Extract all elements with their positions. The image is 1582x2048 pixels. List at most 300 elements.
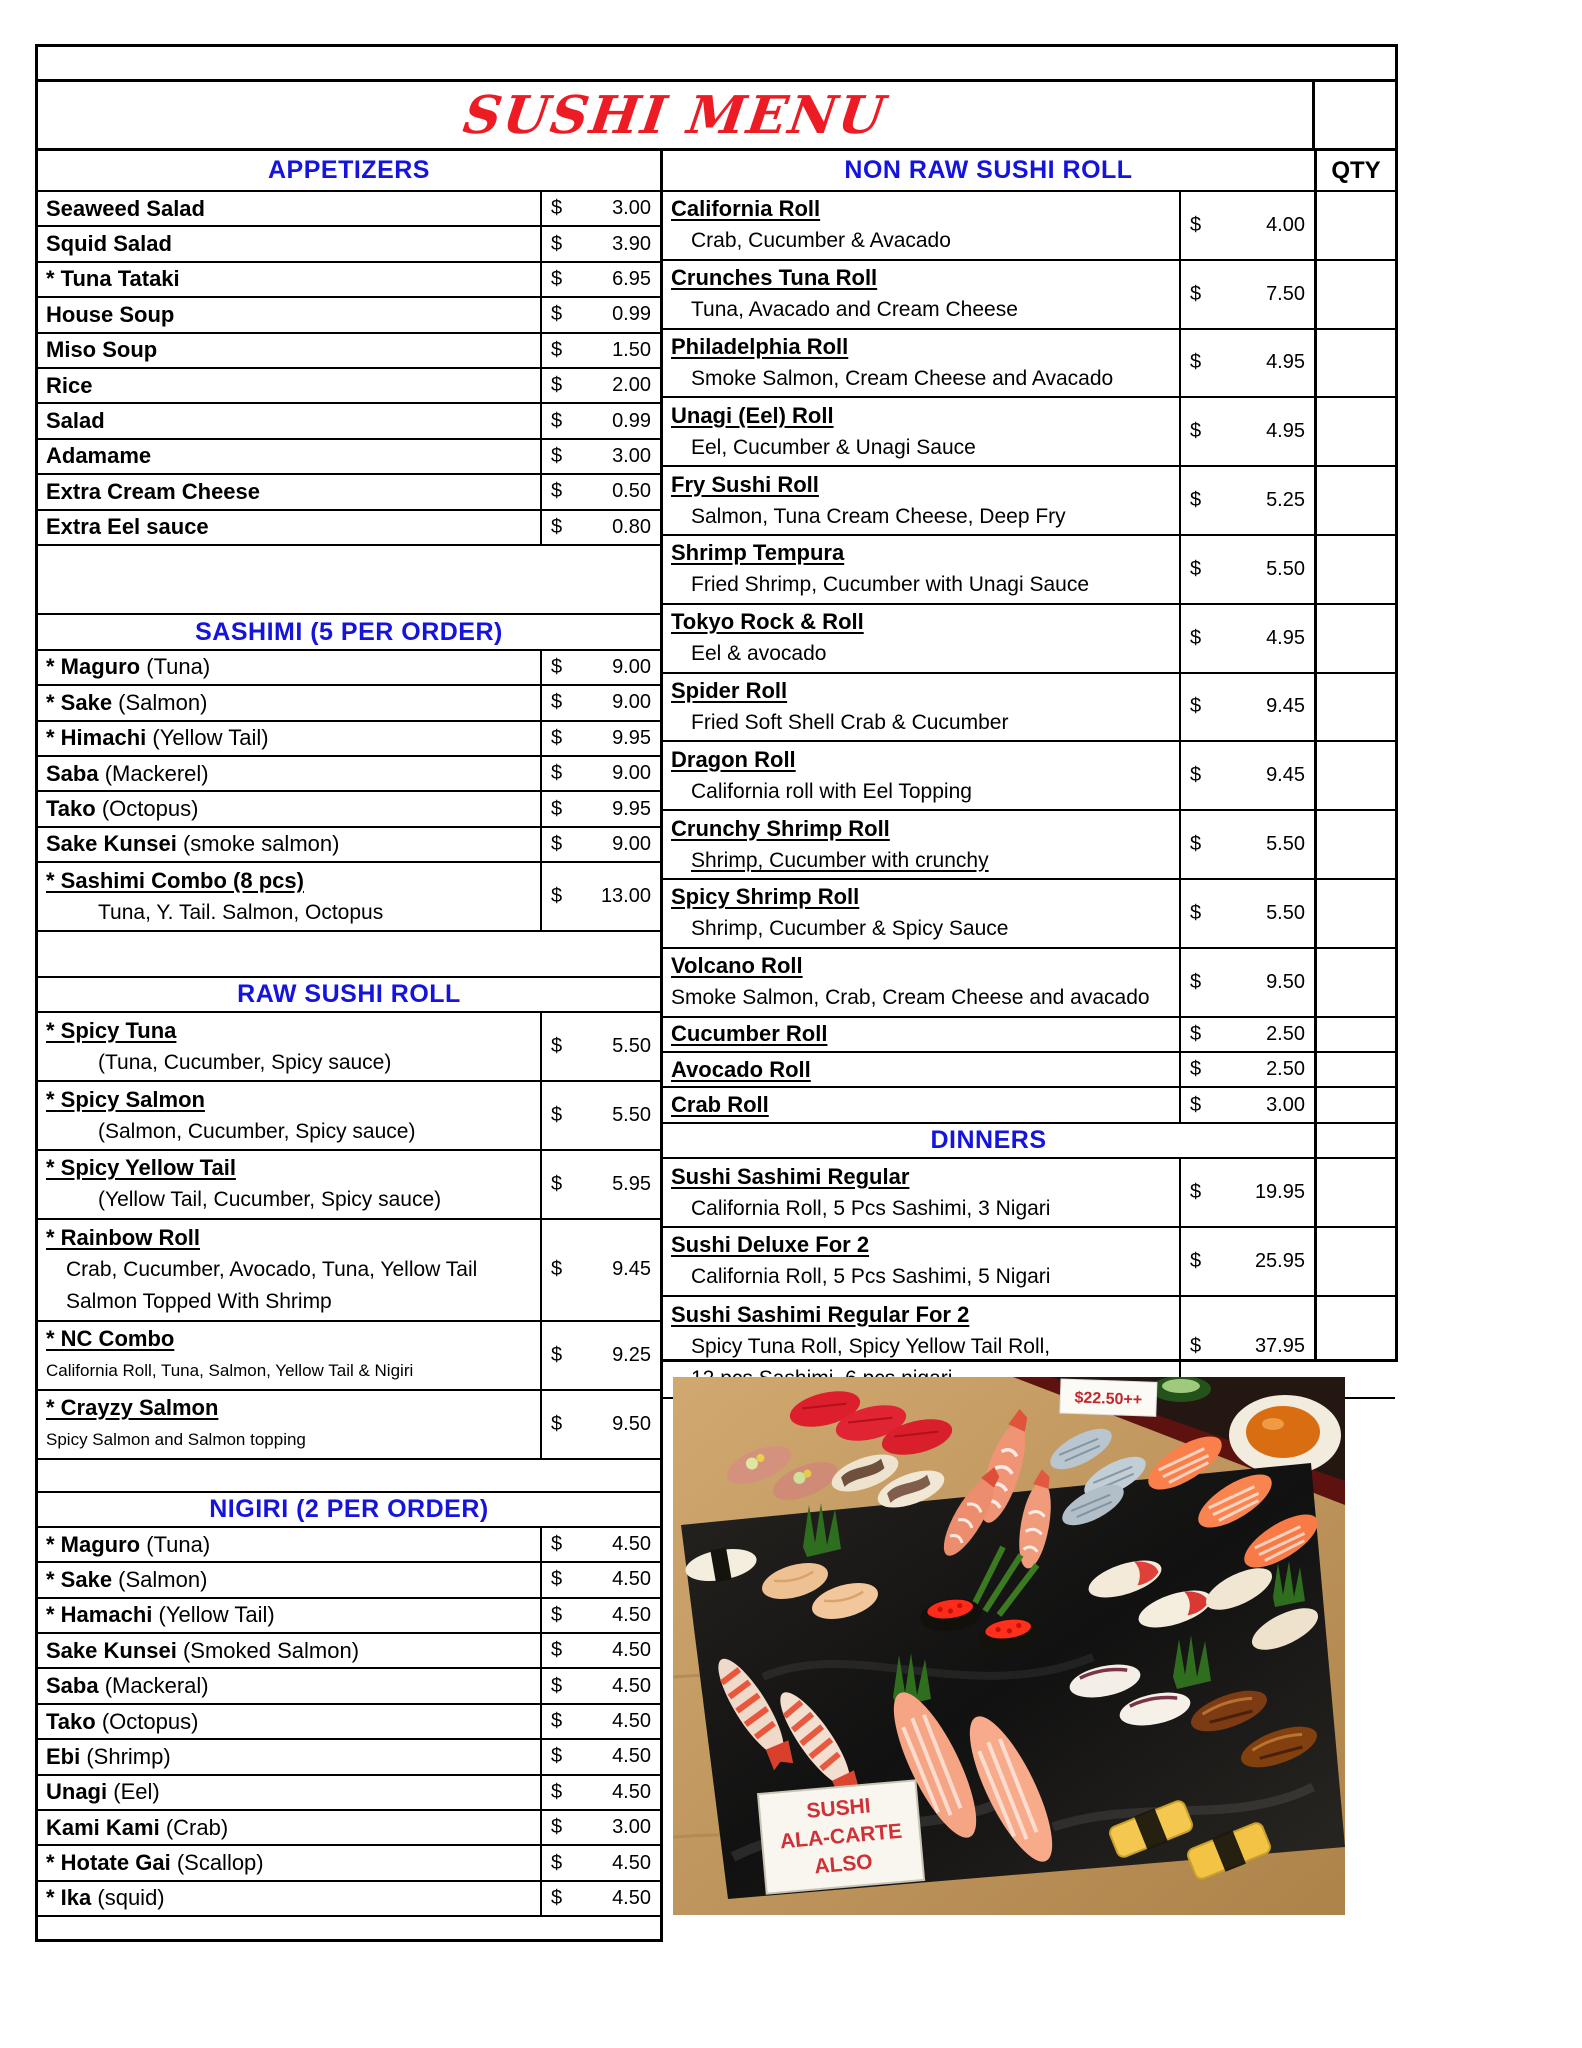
dollar-sign: $ — [551, 409, 563, 432]
item-name: * Sashimi Combo (8 pcs) — [46, 867, 304, 893]
item-name: Adamame — [46, 443, 152, 469]
qty-cell — [1317, 880, 1395, 949]
dollar-sign: $ — [551, 797, 563, 820]
menu-item-row — [38, 1013, 660, 1082]
item-name: Philadelphia Roll — [671, 333, 849, 359]
empty-row — [38, 932, 660, 978]
section-header: NIGIRI (2 PER ORDER) — [38, 1493, 660, 1528]
item-name: Unagi (Eel) Roll — [671, 402, 834, 428]
item-price — [540, 1599, 660, 1632]
item-name-line — [46, 1084, 540, 1116]
item-name: Tokyo Rock & Roll — [671, 609, 864, 635]
item-name: Sushi Deluxe For 2 — [671, 1232, 870, 1258]
price-value: 4.95 — [1266, 420, 1305, 443]
item-name-line — [46, 865, 540, 897]
dollar-sign: $ — [551, 1710, 563, 1733]
menu-item-row — [663, 742, 1314, 811]
item-text — [38, 828, 540, 861]
item-price — [1179, 674, 1314, 741]
dollar-sign: $ — [1190, 764, 1202, 787]
left-menu-column — [35, 148, 663, 1942]
item-name-line — [46, 828, 540, 860]
dollar-sign: $ — [551, 832, 563, 855]
menu-item-row — [663, 398, 1314, 467]
item-name: Extra Cream Cheese — [46, 478, 261, 504]
item-description: Smoke Salmon, Cream Cheese and Avacado — [691, 366, 1114, 390]
item-name-line — [46, 1323, 540, 1355]
item-price — [540, 651, 660, 684]
item-name: Kami Kami — [46, 1814, 160, 1840]
item-name-detail: (Salmon) — [112, 1566, 208, 1592]
item-name-line — [671, 950, 1179, 982]
item-name-line — [671, 1229, 1179, 1261]
item-name: * Rainbow Roll — [46, 1224, 200, 1250]
dollar-sign: $ — [551, 1780, 563, 1803]
item-name-line — [671, 1161, 1179, 1193]
menu-item-row — [38, 1563, 660, 1598]
dollar-sign: $ — [551, 338, 563, 361]
item-text — [38, 686, 540, 719]
item-name: Extra Eel sauce — [46, 514, 209, 540]
item-price — [540, 1882, 660, 1915]
item-description: Shrimp, Cucumber & Spicy Sauce — [691, 917, 1009, 941]
section-header: RAW SUSHI ROLL — [38, 978, 660, 1013]
menu-item-row — [38, 1322, 660, 1391]
item-name-line — [46, 1882, 540, 1914]
price-value: 0.80 — [612, 515, 651, 538]
item-name-line — [46, 263, 540, 295]
price-value: 13.00 — [600, 885, 651, 908]
dollar-sign: $ — [551, 1886, 563, 1909]
item-description: (Tuna, Cucumber, Spicy sauce) — [98, 1050, 392, 1074]
item-name: Dragon Roll — [671, 746, 796, 772]
item-price — [540, 1705, 660, 1738]
item-price — [540, 1151, 660, 1218]
menu-item-row — [38, 192, 660, 227]
item-price — [540, 369, 660, 402]
qty-cell — [1317, 605, 1395, 674]
item-text — [38, 227, 540, 260]
item-text — [663, 536, 1179, 603]
top-border-band — [35, 44, 1398, 82]
price-value: 3.90 — [612, 232, 651, 255]
dollar-sign: $ — [1190, 489, 1202, 512]
item-text — [663, 674, 1179, 741]
item-price — [540, 263, 660, 296]
dollar-sign: $ — [1190, 1058, 1202, 1081]
item-price — [1179, 949, 1314, 1016]
menu-item-row — [38, 1391, 660, 1460]
item-name-line — [46, 1635, 540, 1667]
item-name-line — [671, 881, 1179, 913]
dollar-sign: $ — [1190, 1249, 1202, 1272]
item-name: Saba — [46, 760, 99, 786]
item-name-detail: (Octopus) — [95, 796, 199, 822]
menu-item-row — [38, 863, 660, 932]
menu-item-row — [38, 511, 660, 546]
item-name-detail: (Salmon) — [112, 689, 208, 715]
item-name-line — [46, 1152, 540, 1184]
qty-cell — [1317, 330, 1395, 399]
item-name-line — [46, 1812, 540, 1844]
dollar-sign: $ — [551, 1639, 563, 1662]
qty-cell — [1317, 674, 1395, 743]
menu-item-row — [38, 1882, 660, 1917]
empty-row — [38, 1460, 660, 1493]
menu-item-row — [38, 1220, 660, 1322]
item-price — [540, 686, 660, 719]
dollar-sign: $ — [1190, 213, 1202, 236]
item-description: Crab, Cucumber, Avocado, Tuna, Yellow Tail — [66, 1257, 478, 1281]
item-name-line — [46, 193, 540, 225]
price-value: 9.95 — [612, 797, 651, 820]
price-value: 0.50 — [612, 480, 651, 503]
price-value: 4.50 — [612, 1745, 651, 1768]
dollar-sign: $ — [551, 1533, 563, 1556]
item-name-line — [671, 1299, 1179, 1331]
item-text — [663, 1053, 1179, 1086]
item-name-detail: (Tuna) — [140, 654, 211, 680]
item-text — [38, 263, 540, 296]
item-description: Tuna, Y. Tail. Salmon, Octopus — [98, 900, 384, 924]
price-value: 9.00 — [612, 762, 651, 785]
item-text — [38, 1669, 540, 1702]
item-name-line — [46, 1529, 540, 1561]
sign-line-3: ALSO — [813, 1850, 874, 1879]
price-value: 0.99 — [612, 303, 651, 326]
menu-item-row — [38, 651, 660, 686]
item-price — [540, 1220, 660, 1320]
price-value: 4.50 — [612, 1710, 651, 1733]
item-name-line — [46, 1564, 540, 1596]
item-name-detail: (Smoked Salmon) — [176, 1637, 360, 1663]
price-value: 4.50 — [612, 1780, 651, 1803]
menu-item-row — [38, 686, 660, 721]
item-name: House Soup — [46, 301, 175, 327]
item-name: * Tuna Tataki — [46, 266, 180, 292]
qty-cell — [1317, 742, 1395, 811]
item-name-line — [46, 1776, 540, 1808]
item-description: Eel, Cucumber & Unagi Sauce — [691, 435, 976, 459]
dollar-sign: $ — [551, 1172, 563, 1195]
item-name-line — [46, 1847, 540, 1879]
qty-column — [1317, 148, 1398, 1362]
item-price — [540, 1322, 660, 1389]
dollar-sign: $ — [1190, 420, 1202, 443]
item-description: Fried Shrimp, Cucumber with Unagi Sauce — [691, 573, 1089, 597]
sign-line-1: SUSHI — [805, 1794, 872, 1823]
item-price — [1179, 742, 1314, 809]
price-value: 0.99 — [612, 409, 651, 432]
empty-bottom-cell — [38, 1917, 660, 1939]
item-text — [663, 949, 1179, 1016]
dollar-sign: $ — [1190, 351, 1202, 374]
price-value: 4.50 — [612, 1886, 651, 1909]
item-price — [1179, 330, 1314, 397]
item-description: Salmon, Tuna Cream Cheese, Deep Fry — [691, 504, 1066, 528]
section-header: NON RAW SUSHI ROLL — [663, 151, 1314, 192]
item-name: Fry Sushi Roll — [671, 471, 819, 497]
item-name: Tako — [46, 796, 96, 822]
dollar-sign: $ — [551, 762, 563, 785]
menu-item-row — [38, 298, 660, 333]
item-price — [540, 475, 660, 508]
empty-row — [38, 546, 660, 616]
item-name: Crab Roll — [671, 1092, 769, 1118]
item-text — [38, 1882, 540, 1915]
menu-item-row — [38, 1151, 660, 1220]
item-name: Avocado Roll — [671, 1056, 811, 1082]
item-text — [38, 192, 540, 225]
price-value: 9.00 — [612, 655, 651, 678]
menu-item-row — [38, 1776, 660, 1811]
item-name: Cucumber Roll — [671, 1021, 828, 1047]
item-name: * NC Combo — [46, 1326, 175, 1352]
menu-item-row — [38, 1634, 660, 1669]
item-text — [38, 1322, 540, 1389]
item-name: Rice — [46, 372, 93, 398]
item-text — [38, 1705, 540, 1738]
item-price — [540, 792, 660, 825]
item-description: (Salmon, Cucumber, Spicy sauce) — [98, 1119, 416, 1143]
price-value: 7.50 — [1266, 282, 1305, 305]
qty-cell — [1317, 467, 1395, 536]
dollar-sign: $ — [551, 1258, 563, 1281]
price-value: 5.50 — [612, 1104, 651, 1127]
qty-cell — [1317, 1124, 1395, 1159]
item-name-line — [46, 758, 540, 790]
menu-item-row — [663, 1053, 1314, 1088]
item-name-line — [671, 675, 1179, 707]
item-name-line — [46, 1392, 540, 1424]
item-text — [38, 475, 540, 508]
item-description: Eel & avocado — [691, 642, 827, 666]
dollar-sign: $ — [551, 691, 563, 714]
item-name-detail: (Scallop) — [170, 1850, 264, 1876]
item-price — [540, 440, 660, 473]
item-name-line — [46, 440, 540, 472]
dollar-sign: $ — [551, 1816, 563, 1839]
qty-cell — [1317, 261, 1395, 330]
item-name: * Maguro — [46, 654, 141, 680]
item-name: Miso Soup — [46, 337, 158, 363]
menu-item-row — [38, 334, 660, 369]
item-price — [540, 1776, 660, 1809]
dollar-sign: $ — [551, 655, 563, 678]
item-name-line — [671, 1054, 1179, 1086]
dollar-sign: $ — [1190, 1022, 1202, 1045]
menu-item-row — [663, 261, 1314, 330]
item-name: Unagi — [46, 1779, 108, 1805]
item-name-line — [46, 1741, 540, 1773]
item-name-detail: (Yellow Tail) — [146, 725, 269, 751]
item-name: * Hotate Gai — [46, 1850, 171, 1876]
item-text — [38, 863, 540, 930]
item-price — [1179, 536, 1314, 603]
menu-item-row — [38, 475, 660, 510]
qty-cell — [1317, 1088, 1395, 1123]
price-value: 3.00 — [1266, 1093, 1305, 1116]
item-text — [38, 1740, 540, 1773]
item-description: Spicy Salmon and Salmon topping — [46, 1430, 306, 1450]
item-name-line — [46, 687, 540, 719]
ala-carte-sign — [758, 1780, 924, 1893]
item-text — [38, 1220, 540, 1320]
item-price — [1179, 880, 1314, 947]
item-name-detail: (Shrimp) — [80, 1743, 171, 1769]
item-text — [663, 330, 1179, 397]
item-text — [38, 1846, 540, 1879]
item-text — [38, 1599, 540, 1632]
item-text — [38, 1811, 540, 1844]
price-value: 5.50 — [612, 1035, 651, 1058]
item-price — [540, 404, 660, 437]
item-description: California Roll, 5 Pcs Sashimi, 3 Nigari — [691, 1196, 1051, 1220]
menu-item-row — [38, 722, 660, 757]
dollar-sign: $ — [551, 374, 563, 397]
price-value: 4.95 — [1266, 351, 1305, 374]
item-text — [38, 722, 540, 755]
price-value: 9.00 — [612, 832, 651, 855]
menu-item-row — [38, 1740, 660, 1775]
item-price — [1179, 467, 1314, 534]
item-description: Shrimp, Cucumber with crunchy — [691, 848, 989, 872]
item-name: Salad — [46, 408, 105, 434]
menu-item-row — [38, 440, 660, 475]
item-price — [540, 1528, 660, 1561]
item-name: * Sake — [46, 689, 113, 715]
item-name-line — [46, 1015, 540, 1047]
price-value: 3.00 — [612, 1816, 651, 1839]
price-value: 2.50 — [1266, 1022, 1305, 1045]
item-price — [540, 863, 660, 930]
price-value: 4.50 — [612, 1639, 651, 1662]
price-value: 2.50 — [1266, 1058, 1305, 1081]
item-name-detail: (Eel) — [107, 1779, 160, 1805]
menu-item-row — [663, 811, 1314, 880]
item-name-line — [46, 405, 540, 437]
dollar-sign: $ — [551, 1745, 563, 1768]
item-name-line — [46, 299, 540, 331]
item-text — [38, 1013, 540, 1080]
item-name-line — [671, 331, 1179, 363]
item-name-line — [671, 744, 1179, 776]
menu-item-row — [663, 1018, 1314, 1053]
item-text — [663, 398, 1179, 465]
qty-cell — [1317, 1159, 1395, 1228]
item-price — [1179, 192, 1314, 259]
item-name: Seaweed Salad — [46, 195, 205, 221]
dollar-sign: $ — [551, 1603, 563, 1626]
price-value: 37.95 — [1254, 1335, 1305, 1358]
price-value: 5.25 — [1266, 489, 1305, 512]
item-text — [663, 880, 1179, 947]
menu-item-row — [38, 757, 660, 792]
dollar-sign: $ — [551, 1568, 563, 1591]
item-text — [38, 334, 540, 367]
price-value: 9.00 — [612, 691, 651, 714]
item-name-detail: (Yellow Tail) — [152, 1602, 275, 1628]
item-name: * Sake — [46, 1566, 113, 1592]
item-price — [540, 828, 660, 861]
sushi-platter-illustration — [673, 1377, 1345, 1915]
section-header: DINNERS — [663, 1124, 1314, 1159]
item-name: Sake Kunsei — [46, 1637, 177, 1663]
menu-item-row — [38, 792, 660, 827]
item-name-line — [671, 262, 1179, 294]
dollar-sign: $ — [551, 303, 563, 326]
item-description: (Yellow Tail, Cucumber, Spicy sauce) — [98, 1188, 442, 1212]
item-name-line — [671, 400, 1179, 432]
item-name-line — [46, 370, 540, 402]
menu-item-row — [38, 1846, 660, 1881]
item-price — [540, 511, 660, 544]
item-text — [38, 651, 540, 684]
price-value: 9.50 — [1266, 970, 1305, 993]
menu-item-row — [38, 1599, 660, 1634]
item-name: Sushi Sashimi Regular — [671, 1163, 910, 1189]
item-name-line — [46, 1670, 540, 1702]
item-price — [1179, 261, 1314, 328]
menu-item-row — [663, 330, 1314, 399]
qty-cell — [1317, 398, 1395, 467]
item-text — [38, 1634, 540, 1667]
item-text — [38, 369, 540, 402]
menu-item-row — [663, 1228, 1314, 1297]
dollar-sign: $ — [551, 1674, 563, 1697]
item-text — [38, 757, 540, 790]
item-price — [540, 1740, 660, 1773]
item-name-line — [46, 651, 540, 683]
item-text — [38, 440, 540, 473]
menu-item-row — [663, 467, 1314, 536]
item-name-line — [46, 511, 540, 543]
price-value: 4.50 — [612, 1851, 651, 1874]
item-name-line — [671, 813, 1179, 845]
item-name: Crunchy Shrimp Roll — [671, 815, 890, 841]
dollar-sign: $ — [551, 885, 563, 908]
item-description: Crab, Cucumber & Avacado — [691, 229, 951, 253]
menu-item-row — [38, 1811, 660, 1846]
menu-item-row — [38, 1528, 660, 1563]
item-description: California Roll, Tuna, Salmon, Yellow Tail & Nigiri — [46, 1361, 414, 1381]
item-text — [38, 1563, 540, 1596]
menu-item-row — [38, 369, 660, 404]
item-name: Volcano Roll — [671, 953, 803, 979]
item-name-detail: (smoke salmon) — [176, 831, 340, 857]
item-name: Crunches Tuna Roll — [671, 265, 878, 291]
price-value: 3.00 — [612, 197, 651, 220]
menu-item-row — [663, 880, 1314, 949]
menu-item-row — [38, 227, 660, 262]
item-name-line — [46, 1599, 540, 1631]
item-price — [540, 1391, 660, 1458]
sign-line-2: ALA-CARTE — [779, 1819, 904, 1854]
item-name-line — [671, 469, 1179, 501]
section-header: APPETIZERS — [38, 151, 660, 192]
dollar-sign: $ — [551, 480, 563, 503]
dollar-sign: $ — [551, 197, 563, 220]
price-value: 5.50 — [1266, 557, 1305, 580]
dollar-sign: $ — [1190, 1093, 1202, 1116]
dollar-sign: $ — [551, 1851, 563, 1874]
item-text — [38, 792, 540, 825]
qty-cell — [1317, 192, 1395, 261]
item-name: California Roll — [671, 196, 821, 222]
page-title: SUSHI MENU — [459, 84, 891, 146]
item-text — [663, 811, 1179, 878]
menu-item-row — [38, 828, 660, 863]
